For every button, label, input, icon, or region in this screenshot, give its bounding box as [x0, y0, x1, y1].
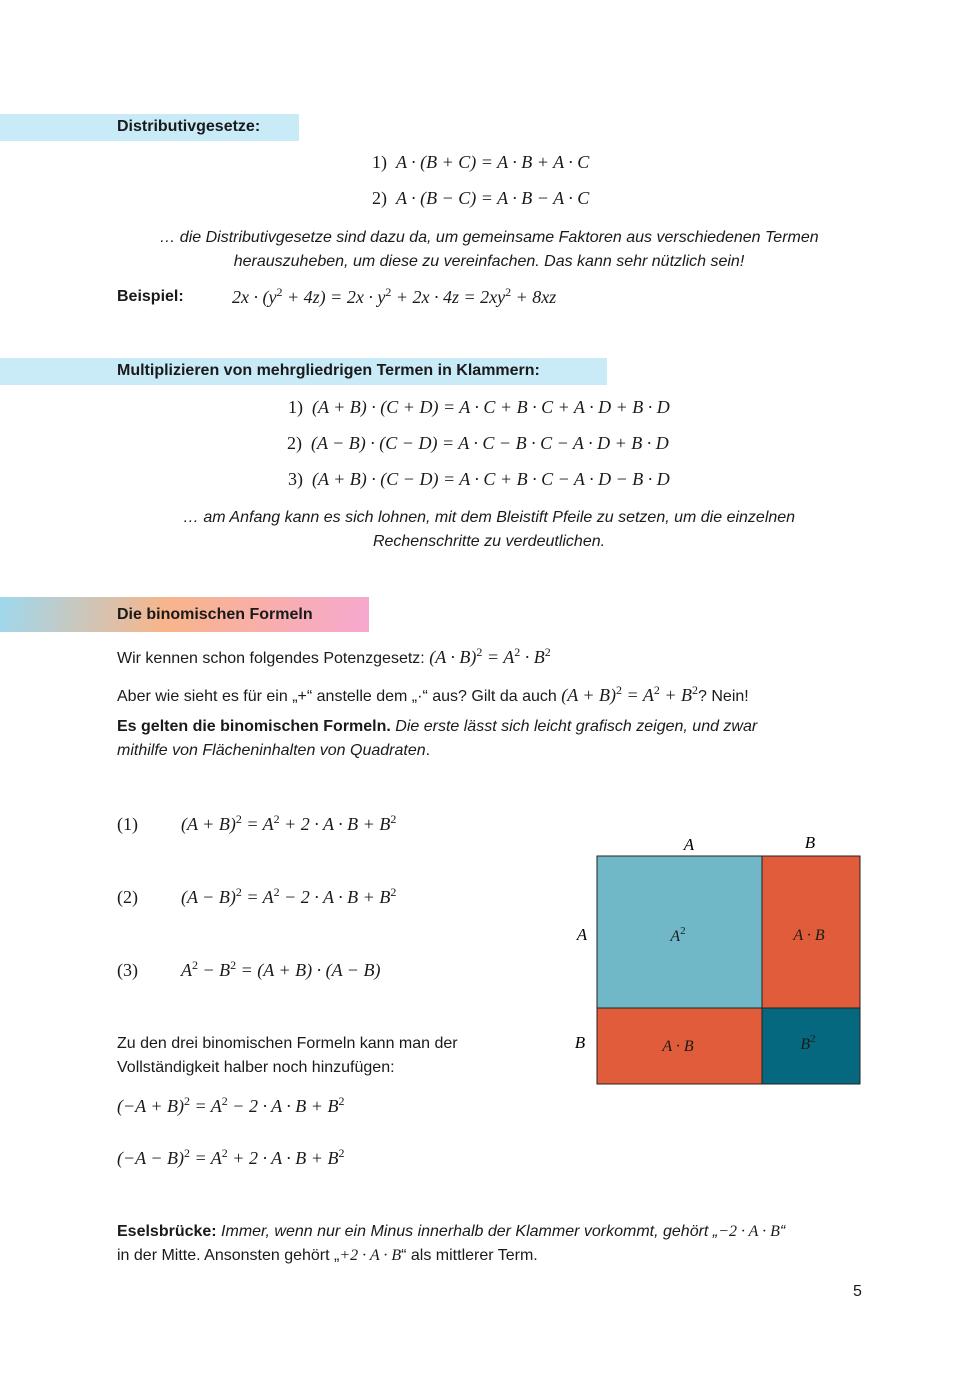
- diagram-top-label-a: A: [683, 835, 695, 854]
- binomial-formula-3: $A^2 - B^2 = (A + B) \cdot (A - B)$: [181, 958, 381, 980]
- multiply-note: [60, 506, 918, 554]
- section-heading-binomial: Die binomischen Formeln: [117, 606, 313, 623]
- example-formula: $2x \cdot (y^2 + 4z) = 2x \cdot y^2 + 2x \cdot 4z = 2xy^2 + 8xz$: [232, 285, 557, 307]
- formula-multiply-3: 3) (A + B) · (C − D) = A · C + B · C − A · D − B · D: [288, 469, 670, 489]
- note-line: herauszuheben, um diese zu vereinfachen. Das kann sehr nützlich sein!: [233, 253, 745, 270]
- example-label: Beispiel:: [117, 288, 184, 305]
- formula-multiply-1: 1) (A + B) · (C + D) = A · C + B · C + A · D + B · D: [288, 397, 670, 417]
- extra-formula-1: $(-A + B)^2 = A^2 - 2 \cdot A \cdot B + B^2$: [117, 1094, 345, 1116]
- note-line: … die Distributivgesetze sind dazu da, um gemeinsame Faktoren aus verschiedenen Termen: [159, 229, 819, 246]
- note-line: Rechenschritte zu verdeutlichen.: [372, 533, 606, 550]
- distributive-note: [60, 226, 918, 274]
- note-line: Vollständigkeit halber noch hinzufügen:: [117, 1059, 395, 1076]
- binomial-label-3: (3): [117, 960, 138, 980]
- binomial-label-2: (2): [117, 887, 138, 907]
- diagram-top-label-b: B: [804, 833, 816, 852]
- diagram-cell-label-ab-bottom: A · B: [662, 1038, 694, 1055]
- diagram-cell-label-a-squared: $A^2$: [670, 925, 686, 945]
- note-line: … am Anfang kann es sich lohnen, mit dem Bleistift Pfeile zu setzen, um die einzelnen: [182, 509, 796, 526]
- diagram-cell-label-ab-top: A · B: [793, 927, 825, 944]
- binomial-formula-1: $(A + B)^2 = A^2 + 2 \cdot A \cdot B + B^2$: [181, 812, 397, 834]
- mnemonic: Eselsbrücke: Immer, wenn nur ein Minus innerhalb der Klammer vorkommt, gehört „−2 · A · B“ in der Mitte. Ansonsten gehört „+2 · A · B“ als mittlerer Term.: [117, 1223, 786, 1264]
- section-heading-multiply: Multiplizieren von mehrgliedrigen Termen in Klammern:: [117, 362, 540, 379]
- page-number: 5: [853, 1283, 862, 1300]
- mnemonic-term-plus: +2 · A · B: [339, 1247, 402, 1264]
- diagram-side-label-a: A: [576, 925, 588, 944]
- formula-distributive-1: 1) A · (B + C) = A · B + A · C: [372, 152, 590, 172]
- formula-distributive-2: 2) A · (B − C) = A · B − A · C: [372, 188, 590, 208]
- completeness-note: [117, 1032, 537, 1080]
- question-line: Aber wie sieht es für ein „+“ anstelle dem „·“ aus? Gilt da auch $(A + B)^2 = A^2 + B^2$? Nein!: [117, 683, 749, 705]
- power-law-line: Wir kennen schon folgendes Potenzgesetz: $(A \cdot B)^2 = A^2 \cdot B^2$: [117, 645, 551, 667]
- diagram-cell-b-squared: [762, 1008, 860, 1084]
- extra-formula-2: $(-A - B)^2 = A^2 + 2 \cdot A \cdot B + B^2$: [117, 1146, 345, 1168]
- binomial-square-diagram: [560, 825, 880, 1095]
- formula-multiply-2: 2) (A − B) · (C − D) = A · C − B · C − A · D + B · D: [287, 433, 669, 453]
- binomial-formula-2: $(A - B)^2 = A^2 - 2 \cdot A \cdot B + B^2$: [181, 885, 397, 907]
- power-law-formula: $(A \cdot B)^2 = A^2 \cdot B^2$: [429, 645, 551, 667]
- section-heading-distributive: Distributivgesetze:: [117, 118, 261, 135]
- binomial-intro: Es gelten die binomischen Formeln. Die erste lässt sich leicht grafisch zeigen, und zwar mithilfe von Flächeninhalten von Quadraten.: [117, 718, 758, 759]
- diagram-cell-label-b-squared: $B^2$: [800, 1033, 816, 1053]
- note-line: Zu den drei binomischen Formeln kann man der: [117, 1035, 458, 1052]
- binomial-label-1: (1): [117, 814, 138, 834]
- mnemonic-term-minus: −2 · A · B: [718, 1223, 780, 1240]
- question-formula: $(A + B)^2 = A^2 + B^2$: [561, 683, 699, 705]
- diagram-side-label-b: B: [574, 1033, 586, 1052]
